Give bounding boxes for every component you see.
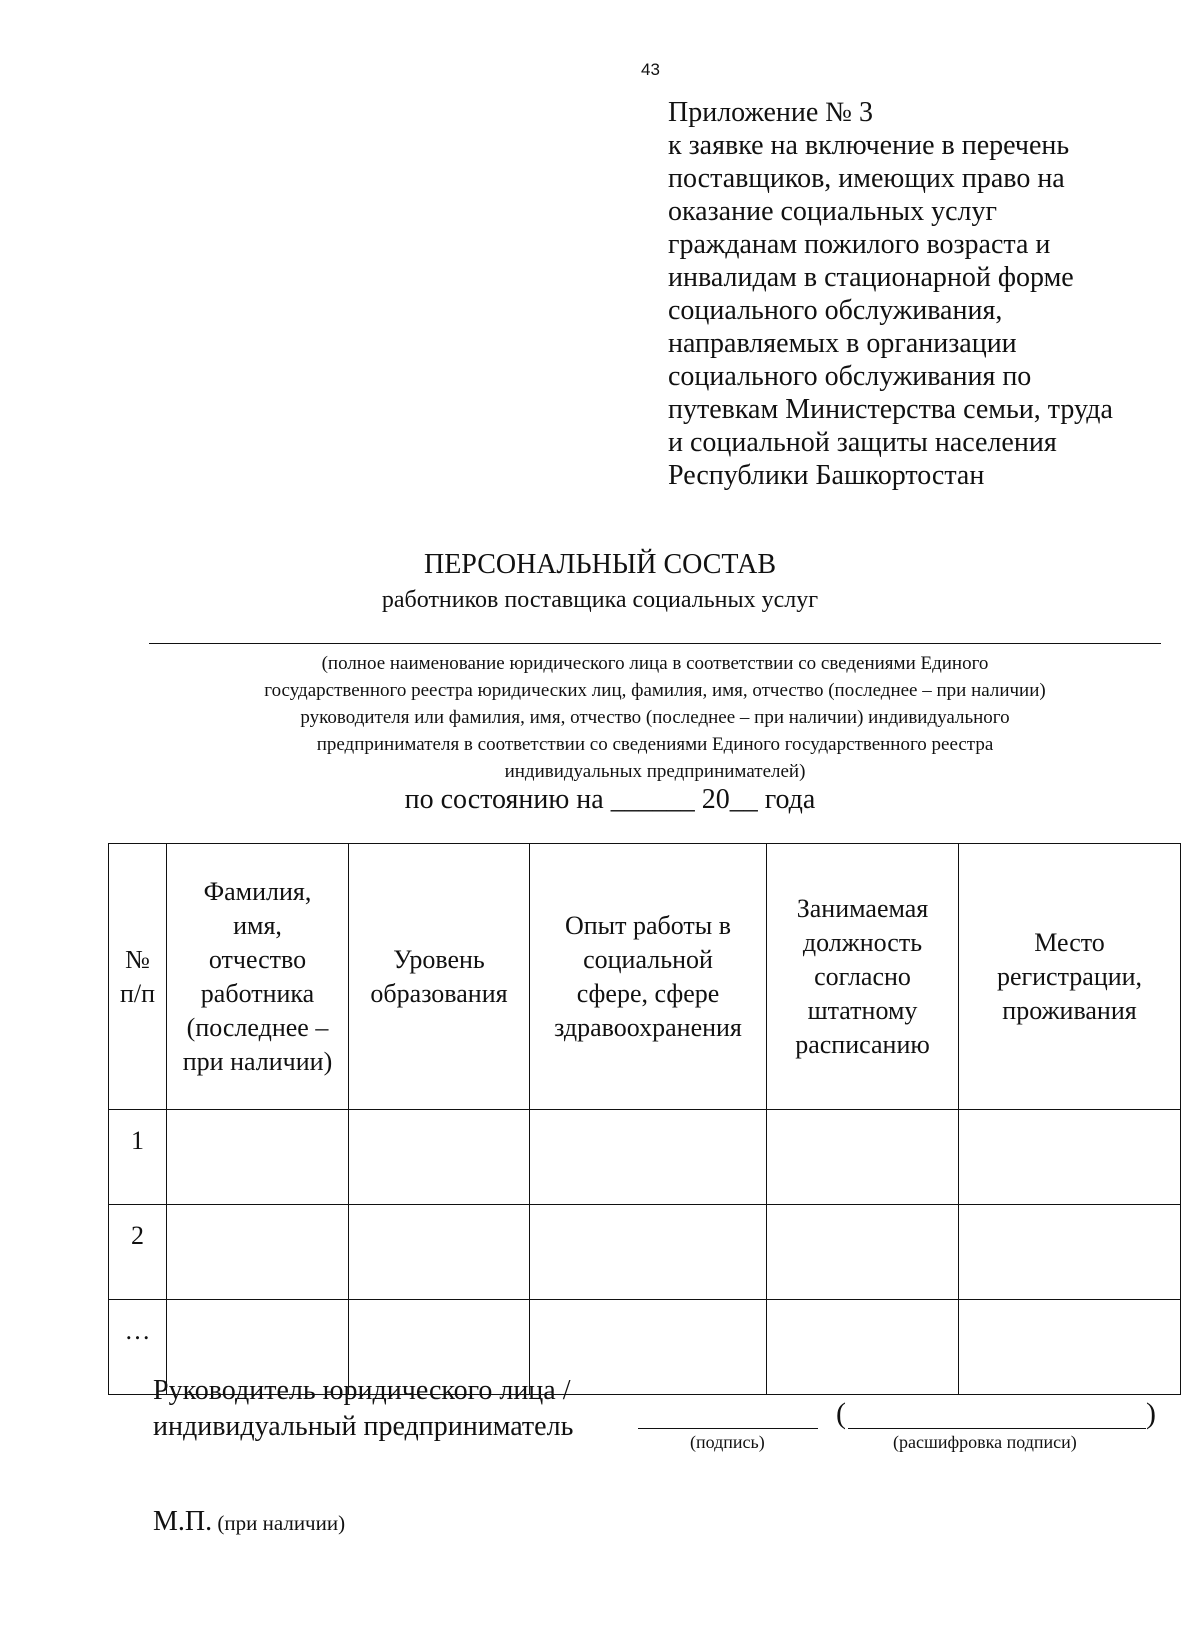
caption-line: (полное наименование юридического лица в соответствии со сведениями Единого	[321, 653, 989, 674]
table-cell	[530, 1205, 767, 1300]
appendix-line: оказание социальных услуг	[668, 196, 997, 227]
header-position: Занимаемая должность согласно штатному расписанию	[767, 844, 959, 1110]
appendix-line: инвалидам в стационарной форме	[668, 262, 1074, 293]
table-cell	[167, 1205, 349, 1300]
caption-line: руководителя или фамилия, имя, отчество (последнее – при наличии) индивидуального	[300, 707, 1010, 728]
row-number: …	[109, 1300, 167, 1395]
header-registration: Место регистрации, проживания	[959, 844, 1181, 1110]
stamp-label: М.П.	[153, 1506, 213, 1537]
header-full-name: Фамилия, имя, отчество работника (последнее – при наличии)	[167, 844, 349, 1110]
decode-open-paren: (	[836, 1397, 846, 1430]
table-cell	[959, 1205, 1181, 1300]
stamp-note: (при наличии)	[212, 1511, 346, 1535]
table-cell	[167, 1110, 349, 1205]
table-cell	[530, 1110, 767, 1205]
organization-name-caption	[140, 650, 1170, 785]
signature-line	[638, 1428, 818, 1429]
caption-line: индивидуальных предпринимателей)	[504, 761, 806, 782]
appendix-line: путевкам Министерства семьи, труда	[668, 394, 1113, 425]
table-cell	[767, 1300, 959, 1395]
signature-role-line: индивидуальный предприниматель	[153, 1411, 574, 1442]
decode-close-paren: )	[1146, 1397, 1156, 1430]
appendix-line: Республики Башкортостан	[668, 460, 985, 491]
table-header-row	[109, 844, 1181, 1110]
signature-caption: (подпись)	[690, 1432, 765, 1452]
table-cell	[767, 1110, 959, 1205]
appendix-line: Приложение № 3	[668, 97, 873, 128]
table-cell	[959, 1110, 1181, 1205]
table-cell	[767, 1205, 959, 1300]
appendix-line: социального обслуживания,	[668, 295, 1003, 326]
table-row	[109, 1110, 1181, 1205]
row-number: 2	[109, 1205, 167, 1300]
header-experience: Опыт работы в социальной сфере, сфере здравоохранения	[530, 844, 767, 1110]
table-row	[109, 1205, 1181, 1300]
document-title: ПЕРСОНАЛЬНЫЙ СОСТАВ	[423, 549, 777, 580]
appendix-line: гражданам пожилого возраста и	[668, 229, 1051, 260]
signature-role-line: Руководитель юридического лица /	[153, 1375, 571, 1406]
staff-table	[108, 843, 1181, 1395]
row-number: 1	[109, 1110, 167, 1205]
as-of-date: по состоянию на ______ 20__ года	[404, 784, 816, 815]
caption-line: предпринимателя в соответствии со сведениями Единого государственного реестра	[316, 734, 994, 755]
appendix-line: направляемых в организации	[668, 328, 1017, 359]
appendix-line: социального обслуживания по	[668, 361, 1032, 392]
stamp-place	[153, 1506, 345, 1538]
table-cell	[959, 1300, 1181, 1395]
appendix-line: поставщиков, имеющих право на	[668, 163, 1065, 194]
signature-decode-line	[848, 1428, 1146, 1429]
table-cell	[349, 1110, 530, 1205]
header-number: № п/п	[109, 844, 167, 1110]
header-education: Уровень образования	[349, 844, 530, 1110]
signature-role	[153, 1373, 573, 1445]
appendix-line: и социальной защиты населения	[668, 427, 1057, 458]
document-subtitle: работников поставщика социальных услуг	[381, 587, 819, 613]
signature-decode-caption: (расшифровка подписи)	[893, 1432, 1077, 1452]
caption-line: государственного реестра юридических лиц, фамилия, имя, отчество (последнее – при наличии)	[264, 680, 1046, 701]
table-cell	[349, 1205, 530, 1300]
page-number: 43	[641, 60, 660, 79]
organization-name-line	[149, 643, 1161, 644]
appendix-line: к заявке на включение в перечень	[668, 130, 1070, 161]
appendix-block	[668, 96, 1188, 492]
